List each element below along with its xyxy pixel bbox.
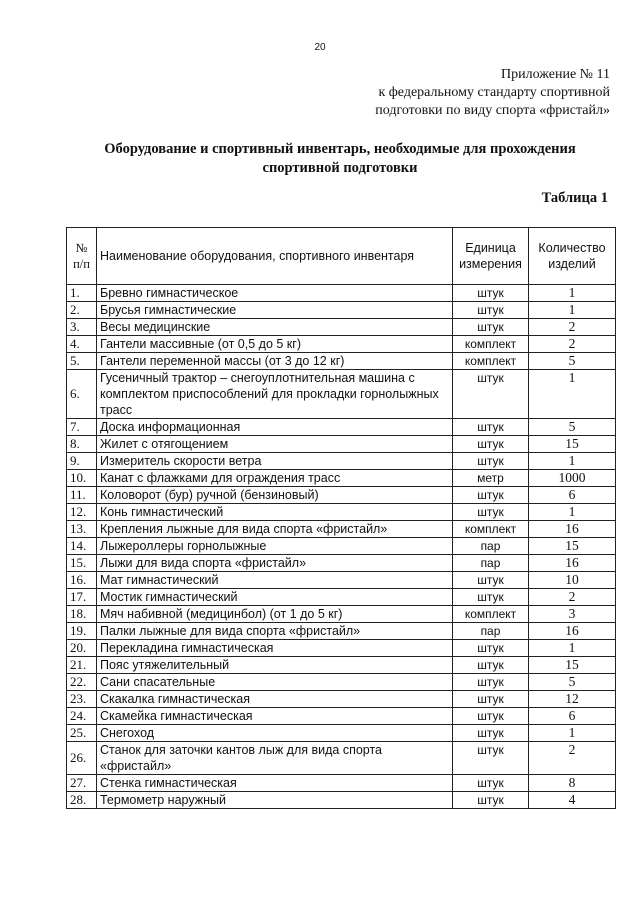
header-quantity-line-1: Количество	[538, 241, 606, 255]
row-item-name: Снегоход	[97, 725, 453, 742]
appendix-header	[280, 66, 610, 120]
appendix-line-1: Приложение № 11	[501, 67, 610, 82]
row-number: 17.	[67, 589, 97, 606]
row-number: 10.	[67, 470, 97, 487]
row-item-name: Мяч набивной (медицинбол) (от 1 до 5 кг)	[97, 606, 453, 623]
header-number-line-1: №	[75, 241, 88, 255]
header-name: Наименование оборудования, спортивного инвентаря	[97, 228, 453, 285]
row-number: 25.	[67, 725, 97, 742]
row-number: 2.	[67, 302, 97, 319]
row-number: 23.	[67, 691, 97, 708]
table-row	[67, 319, 616, 336]
row-item-name: Скамейка гимнастическая	[97, 708, 453, 725]
row-unit: штук	[453, 419, 529, 436]
table-row	[67, 453, 616, 470]
equipment-table	[66, 227, 616, 809]
row-quantity: 2	[529, 589, 616, 606]
row-item-name: Гантели массивные (от 0,5 до 5 кг)	[97, 336, 453, 353]
row-unit: штук	[453, 725, 529, 742]
table-row	[67, 589, 616, 606]
table-row	[67, 572, 616, 589]
row-unit: штук	[453, 572, 529, 589]
row-quantity: 1	[529, 370, 616, 419]
row-number: 12.	[67, 504, 97, 521]
row-quantity: 1	[529, 504, 616, 521]
row-number: 4.	[67, 336, 97, 353]
row-unit: комплект	[453, 606, 529, 623]
table-row	[67, 691, 616, 708]
row-quantity: 15	[529, 657, 616, 674]
row-unit: штук	[453, 453, 529, 470]
row-unit: штук	[453, 657, 529, 674]
table-row	[67, 792, 616, 809]
row-item-name: Бревно гимнастическое	[97, 285, 453, 302]
row-item-name: Сани спасательные	[97, 674, 453, 691]
table-row	[67, 370, 616, 419]
row-quantity: 4	[529, 792, 616, 809]
row-item-name: Канат с флажками для ограждения трасс	[97, 470, 453, 487]
row-unit: штук	[453, 792, 529, 809]
row-quantity: 16	[529, 623, 616, 640]
row-number: 21.	[67, 657, 97, 674]
row-unit: штук	[453, 775, 529, 792]
row-quantity: 8	[529, 775, 616, 792]
row-number: 16.	[67, 572, 97, 589]
row-number: 6.	[67, 370, 97, 419]
row-number: 19.	[67, 623, 97, 640]
row-number: 14.	[67, 538, 97, 555]
header-quantity	[529, 228, 616, 285]
table-row	[67, 640, 616, 657]
row-item-name: Жилет с отягощением	[97, 436, 453, 453]
row-item-name: Измеритель скорости ветра	[97, 453, 453, 470]
row-number: 28.	[67, 792, 97, 809]
row-item-name: Скакалка гимнастическая	[97, 691, 453, 708]
row-item-name: Станок для заточки кантов лыж для вида спорта «фристайл»	[97, 742, 453, 775]
table-row	[67, 742, 616, 775]
table-row	[67, 674, 616, 691]
table-row	[67, 285, 616, 302]
row-item-name: Весы медицинские	[97, 319, 453, 336]
row-quantity: 12	[529, 691, 616, 708]
row-item-name: Пояс утяжелительный	[97, 657, 453, 674]
row-quantity: 16	[529, 521, 616, 538]
row-unit: штук	[453, 640, 529, 657]
row-quantity: 6	[529, 487, 616, 504]
row-number: 8.	[67, 436, 97, 453]
header-unit-line-1: Единица	[465, 241, 516, 255]
table-row	[67, 725, 616, 742]
table-row	[67, 487, 616, 504]
row-item-name: Гусеничный трактор – снегоуплотнительная машина с комплектом приспособлений для прокладки горнолыжных трасс	[97, 370, 453, 419]
row-unit: штук	[453, 504, 529, 521]
row-quantity: 16	[529, 555, 616, 572]
table-row	[67, 555, 616, 572]
title-line-2: спортивной подготовки	[262, 160, 418, 176]
row-item-name: Конь гимнастический	[97, 504, 453, 521]
row-quantity: 2	[529, 336, 616, 353]
table-row	[67, 538, 616, 555]
row-unit: комплект	[453, 353, 529, 370]
row-unit: штук	[453, 319, 529, 336]
row-unit: штук	[453, 487, 529, 504]
row-number: 3.	[67, 319, 97, 336]
table-row	[67, 353, 616, 370]
row-unit: комплект	[453, 521, 529, 538]
row-item-name: Брусья гимнастические	[97, 302, 453, 319]
row-item-name: Стенка гимнастическая	[97, 775, 453, 792]
row-item-name: Гантели переменной массы (от 3 до 12 кг)	[97, 353, 453, 370]
row-number: 5.	[67, 353, 97, 370]
page-number: 20	[314, 42, 326, 53]
row-quantity: 1	[529, 640, 616, 657]
row-unit: комплект	[453, 336, 529, 353]
row-quantity: 2	[529, 742, 616, 775]
row-quantity: 10	[529, 572, 616, 589]
table-row	[67, 336, 616, 353]
table-row	[67, 302, 616, 319]
row-quantity: 5	[529, 353, 616, 370]
appendix-line-3: подготовки по виду спорта «фристайл»	[375, 103, 610, 118]
row-unit: штук	[453, 370, 529, 419]
appendix-line-2: к федеральному стандарту спортивной	[378, 85, 610, 100]
table-row	[67, 623, 616, 640]
table-row	[67, 775, 616, 792]
row-unit: пар	[453, 555, 529, 572]
header-number	[67, 228, 97, 285]
row-number: 26.	[67, 742, 97, 775]
header-quantity-line-2: изделий	[548, 257, 596, 271]
row-unit: пар	[453, 538, 529, 555]
row-unit: штук	[453, 302, 529, 319]
row-quantity: 1	[529, 302, 616, 319]
row-number: 15.	[67, 555, 97, 572]
row-number: 13.	[67, 521, 97, 538]
table-row	[67, 419, 616, 436]
row-number: 22.	[67, 674, 97, 691]
row-number: 1.	[67, 285, 97, 302]
row-item-name: Мостик гимнастический	[97, 589, 453, 606]
row-quantity: 1	[529, 285, 616, 302]
table-row	[67, 436, 616, 453]
row-quantity: 2	[529, 319, 616, 336]
row-number: 9.	[67, 453, 97, 470]
header-number-line-2: п/п	[73, 257, 90, 271]
row-item-name: Мат гимнастический	[97, 572, 453, 589]
row-quantity: 1	[529, 725, 616, 742]
row-item-name: Коловорот (бур) ручной (бензиновый)	[97, 487, 453, 504]
row-unit: штук	[453, 674, 529, 691]
row-unit: пар	[453, 623, 529, 640]
title-line-1: Оборудование и спортивный инвентарь, необходимые для прохождения	[104, 141, 576, 157]
table-row	[67, 657, 616, 674]
table-row	[67, 504, 616, 521]
document-title	[60, 140, 620, 178]
row-unit: штук	[453, 436, 529, 453]
table-row	[67, 708, 616, 725]
row-number: 11.	[67, 487, 97, 504]
row-quantity: 6	[529, 708, 616, 725]
row-quantity: 3	[529, 606, 616, 623]
row-unit: метр	[453, 470, 529, 487]
row-item-name: Лыжероллеры горнолыжные	[97, 538, 453, 555]
row-quantity: 15	[529, 436, 616, 453]
row-quantity: 5	[529, 419, 616, 436]
row-quantity: 1	[529, 453, 616, 470]
row-unit: штук	[453, 285, 529, 302]
row-quantity: 5	[529, 674, 616, 691]
row-number: 24.	[67, 708, 97, 725]
row-quantity: 15	[529, 538, 616, 555]
row-item-name: Палки лыжные для вида спорта «фристайл»	[97, 623, 453, 640]
row-item-name: Перекладина гимнастическая	[97, 640, 453, 657]
header-unit-line-2: измерения	[459, 257, 522, 271]
row-unit: штук	[453, 589, 529, 606]
row-unit: штук	[453, 708, 529, 725]
row-number: 18.	[67, 606, 97, 623]
table-body	[67, 285, 616, 809]
table-row	[67, 521, 616, 538]
row-item-name: Крепления лыжные для вида спорта «фристайл»	[97, 521, 453, 538]
row-item-name: Доска информационная	[97, 419, 453, 436]
row-unit: штук	[453, 691, 529, 708]
table-row	[67, 470, 616, 487]
table-header-row	[67, 228, 616, 285]
row-number: 27.	[67, 775, 97, 792]
row-item-name: Термометр наружный	[97, 792, 453, 809]
header-unit	[453, 228, 529, 285]
row-unit: штук	[453, 742, 529, 775]
table-label: Таблица 1	[541, 190, 608, 206]
row-quantity: 1000	[529, 470, 616, 487]
table-row	[67, 606, 616, 623]
row-number: 7.	[67, 419, 97, 436]
row-number: 20.	[67, 640, 97, 657]
row-item-name: Лыжи для вида спорта «фристайл»	[97, 555, 453, 572]
